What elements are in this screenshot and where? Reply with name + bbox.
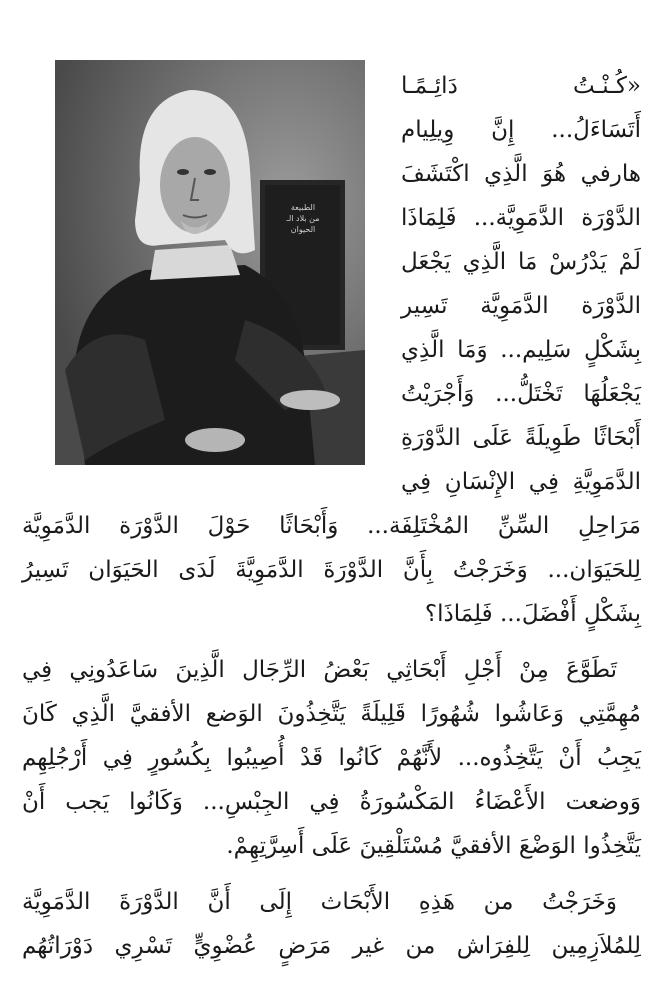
paragraph-line: لِلمُلاَزِمِين لِلفِرَاش من غير مَرَضٍ عُضْوِيٍّ تَسْرِي دَوْرَاتُهُم [22,933,641,959]
intro-line: أَبْحَاثًا طَوِيلَةً عَلَى الدَّوْرَةِ [401,425,641,451]
portrait-image [55,60,365,465]
book-title-line: من بلاد الـ [286,214,320,223]
intro-line: الدَّوْرَة الدَّمَوِيَّة... فَلِمَاذَا [401,205,641,231]
paragraph-line: وَخَرَجْتُ من هَذِهِ الأَبْحَاث إِلَى أَنَّ الدَّوْرَةَ الدَّمَوِيَّة [22,889,617,915]
paragraph-line: يَتَّخِذُوا الوَضْعَ الأفقيَّ مُسْتَلْقِينَ عَلَى أَسِرَّتِهِمْ. [226,833,641,859]
paragraph-line: بِشَكْلٍ أَفْضَلَ... فَلِمَاذَا؟ [424,601,641,627]
intro-line: لَمْ يَدْرُسْ مَا الَّذِي يَجْعَل [401,249,641,275]
book-title-line: الحيوان [290,225,316,234]
paragraph-line: مَرَاحِلِ السِّنِّ المُخْتَلِفَة... وَأَبْحَاثًا حَوْلَ الدَّوْرَة الدَّمَوِيَّة [22,513,641,539]
intro-line: هارفي هُوَ الَّذِي اكْتَشَفَ [401,161,641,187]
intro-line: الدَّمَوِيَّةِ فِي الإِنْسَانِ فِي [401,469,641,495]
intro-line: بِشَكْلٍ سَلِيم... وَمَا الَّذِي [401,337,641,363]
book-title-line: الطبيعة [290,203,316,212]
paragraph-line: وَوضعت الأَعْضَاءُ المَكْسُورَةُ فِي الجِبْسِ... وَكَانُوا يَجب أَنْ [22,789,641,815]
paragraph-line: يَجِبُ أَنْ يَتَّخِذُوه... لأَنَّهُمْ كَانُوا قَدْ أُصِيبُوا بِكُسُورٍ فِي أَرْجُلِهِم [22,745,641,771]
intro-line: يَجْعَلُهَا تَخْتَلُّ... وَأَجْرَيْتُ [401,381,641,407]
hand [280,390,340,410]
intro-line: «كُـنْـتُ دَائِـمًـا [401,73,641,99]
paragraph-line: تَطَوَّعَ مِنْ أَجْلِ أَبْحَاثِي بَعْضُ الرِّجَال الَّذِينَ سَاعَدُونِي فِي [22,657,617,683]
intro-line: أَتَسَاءَلُ... إِنَّ وِيلِيام [401,117,641,143]
intro-line: الدَّوْرَة الدَّمَوِيَّة تَسِير [401,293,641,319]
paragraph-line: لِلحَيَوَان... وَخَرَجْتُ بِأَنَّ الدَّوْرَةَ الدَّمَوِيَّةَ لَدَى الحَيَوَان تَسِيرُ [22,557,641,583]
paragraph-line: مُهِمَّتِي وَعَاشُوا شُهُورًا قَلِيلَةً يَتَّخِذُونَ الوَضع الأفقيَّ الَّذِي كَانَ [22,701,641,727]
face [160,137,230,233]
